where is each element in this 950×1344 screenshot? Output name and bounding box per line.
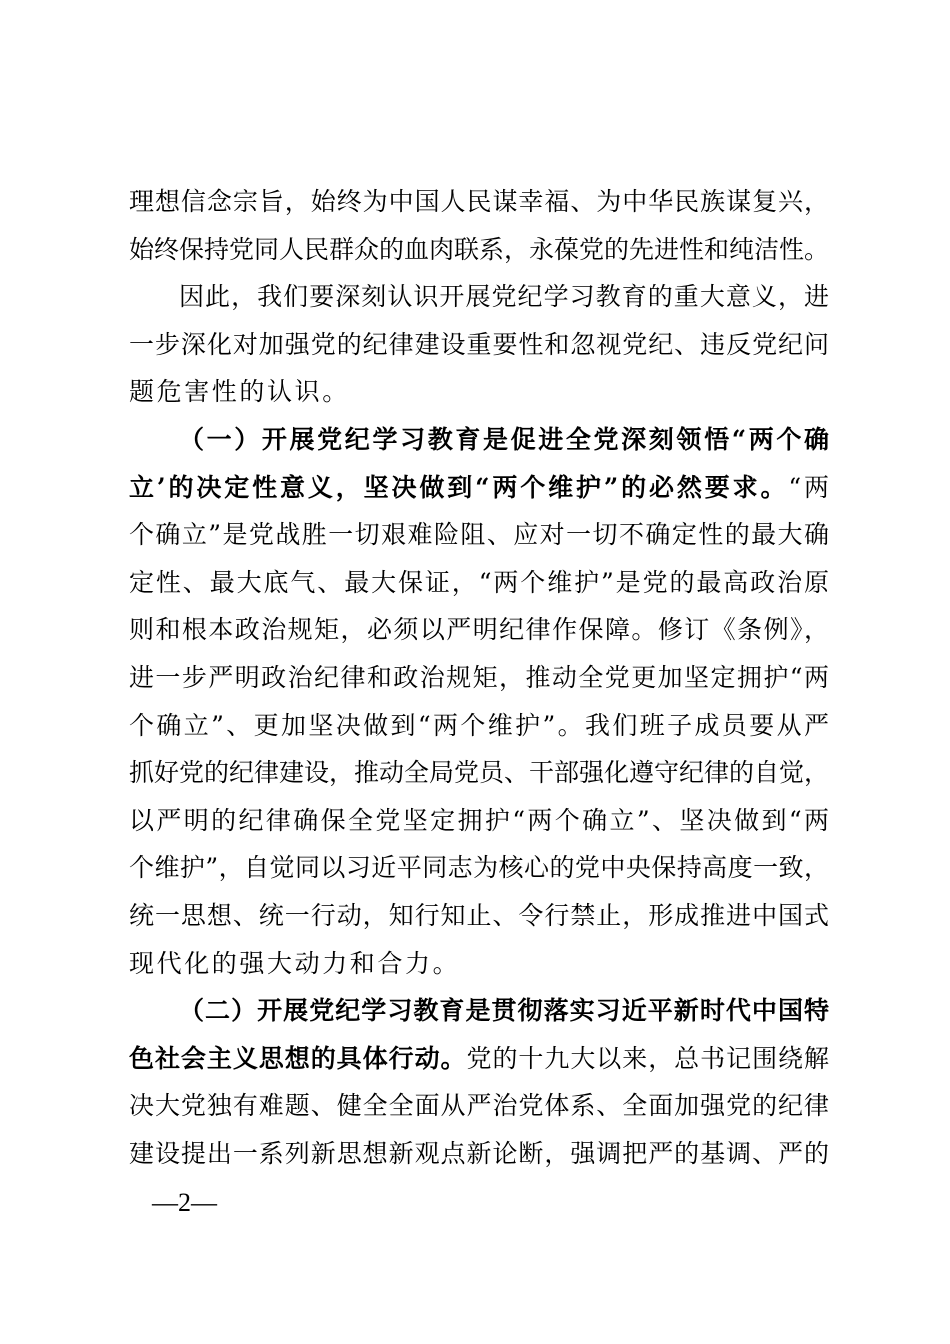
text-line	[129, 987, 829, 1035]
text-line: 则和根本政治规矩，必须以严明纪律作保障。修订《条例》，	[129, 615, 829, 645]
text-line: 个维护”，自觉同以习近平同志为核心的党中央保持高度一致，	[129, 853, 829, 883]
page-number: —2—	[152, 1188, 217, 1217]
text-line: 定性、最大底气、最大保证，“两个维护”是党的最高政治原	[129, 567, 829, 597]
text-line: 始终保持党同人民群众的血肉联系，永葆党的先进性和纯洁性。	[129, 234, 830, 264]
text-line: 以严明的纪律确保全党坚定拥护“两个确立”、坚决做到“两	[129, 805, 829, 835]
text-line: 题危害性的认识。	[129, 377, 350, 407]
text-line	[129, 1035, 829, 1083]
document-body	[129, 178, 829, 1177]
text-line: 个确立”是党战胜一切艰难险阻、应对一切不确定性的最大确	[129, 520, 829, 550]
text-line: 进一步严明政治纪律和政治规矩，推动全党更加坚定拥护“两	[129, 662, 829, 692]
text-line: 现代化的强大动力和合力。	[129, 948, 461, 978]
text-line: 个确立”、更加坚决做到“两个维护”。我们班子成员要从严	[129, 710, 829, 740]
body-text: 党的十九大以来，总书记围绕解	[466, 1043, 829, 1073]
text-line	[129, 416, 829, 464]
text-line: 抓好党的纪律建设，推动全局党员、干部强化遵守纪律的自觉，	[129, 758, 830, 788]
bold-heading-text: （二）开展党纪学习教育是贯彻落实习近平新时代中国特	[179, 996, 829, 1026]
bold-heading-text: 色社会主义思想的具体行动。	[129, 1043, 467, 1073]
text-line: 因此，我们要深刻认识开展党纪学习教育的重大意义，进	[179, 282, 829, 312]
text-line: 建设提出一系列新思想新观点新论断，强调把严的基调、严的	[129, 1138, 829, 1168]
text-line: 理想信念宗旨，始终为中国人民谋幸福、为中华民族谋复兴，	[129, 187, 829, 216]
bold-heading-text: （一）开展党纪学习教育是促进全党深刻领悟“两个确	[179, 424, 829, 454]
text-line: 统一思想、统一行动，知行知止、令行禁止，形成推进中国式	[129, 900, 829, 930]
bold-heading-text: 立’的决定性意义，坚决做到“两个维护”的必然要求。	[129, 472, 789, 502]
text-line: 一步深化对加强党的纪律建设重要性和忽视党纪、违反党纪问	[129, 329, 829, 359]
text-line	[129, 464, 829, 512]
body-text: “两	[788, 472, 829, 502]
text-line: 决大党独有难题、健全全面从严治党体系、全面加强党的纪律	[129, 1091, 829, 1121]
